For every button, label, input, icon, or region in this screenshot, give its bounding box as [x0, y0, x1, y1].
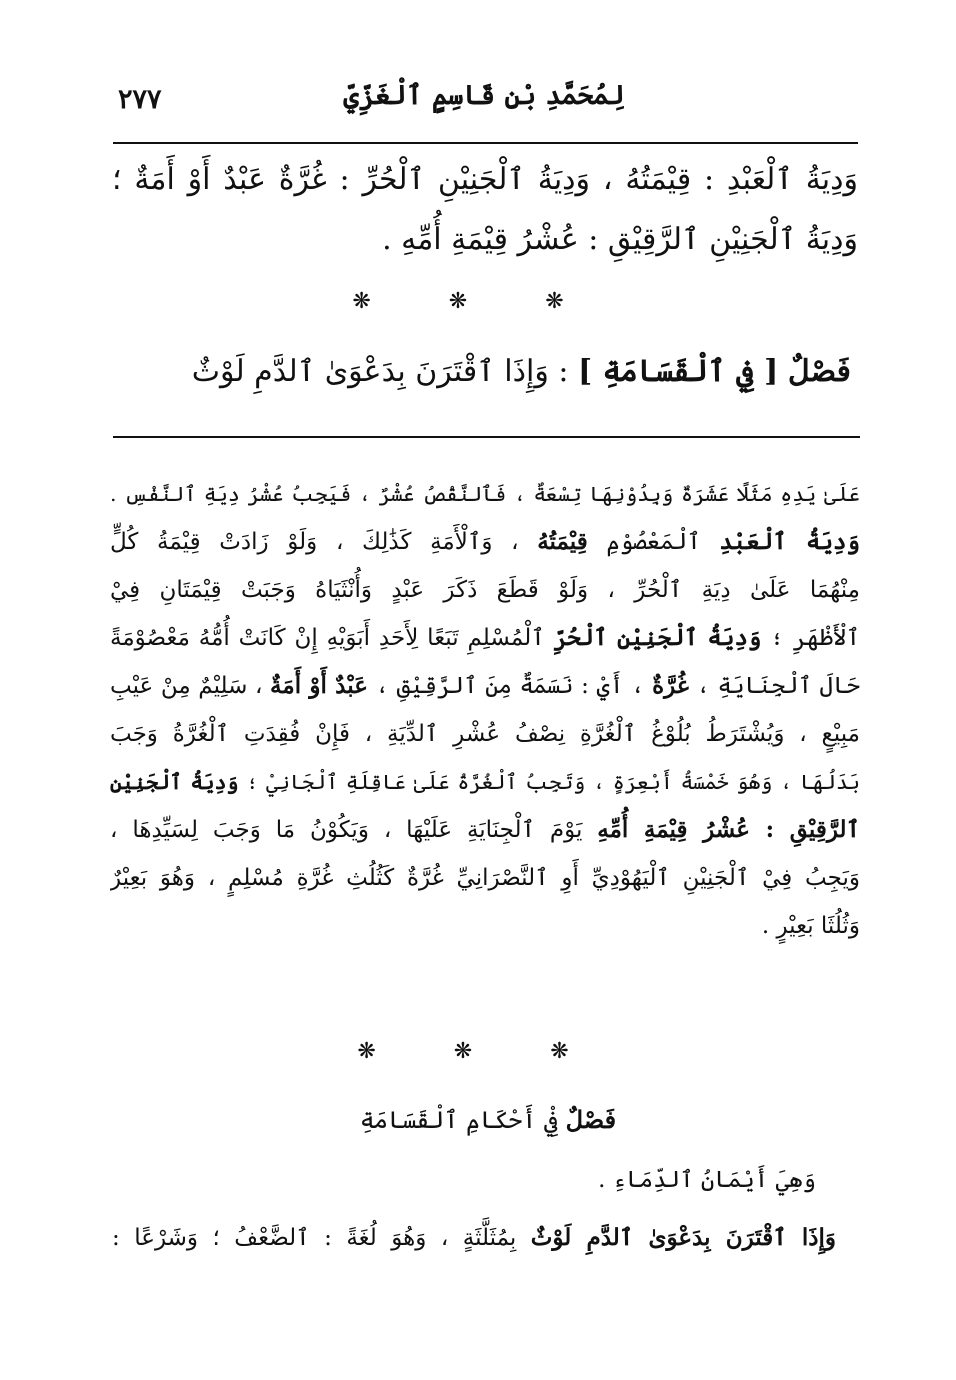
- star-ornament-icon: ❋: [357, 1039, 376, 1064]
- commentary-line: [110, 806, 860, 854]
- section-title-fasl: فَصْلٌ: [565, 1105, 617, 1134]
- commentary-text: وَثُلُثَا بَعِيْرٍ .: [761, 913, 860, 939]
- commentary-text: ٱلْمَعْصُوْمِ: [587, 529, 720, 555]
- page-header: [110, 70, 858, 140]
- page-number: ٢٧٧: [118, 84, 162, 115]
- commentary-text: ٱلْمُسْلِمِ تَبَعًا لِأَحَدِ أَبَوَيْهِ إِنْ كَانَتْ أُمُّهُ مَعْصُوْمَةً: [110, 625, 554, 651]
- matn-quote: وَدِيَةُ ٱلْعَبْدِ: [719, 528, 860, 555]
- commentary-line: [110, 518, 860, 566]
- star-ornament-icon: ❋: [545, 289, 564, 314]
- star-ornament-icon: ❋: [453, 1039, 473, 1064]
- section-bracket-title: [ فِي ٱلْقَسَامَةِ ]: [578, 354, 779, 389]
- commentary-line: [110, 662, 860, 710]
- section-separator-stars: [0, 1039, 956, 1064]
- running-title: لِمُحَمَّدِ بْنِ قَاسِمٍ ٱلْغَزِّيِّ: [343, 80, 625, 111]
- commentary-block: [110, 470, 860, 950]
- commentary-text: ، سَلِيْمٌ مِنْ عَيْبِ: [110, 673, 271, 699]
- commentary-line: [110, 614, 860, 662]
- matn-line: وَدِيَةُ ٱلْجَنِيْنِ ٱلرَّقِيْقِ : عُشْرُ قِيْمَةِ أُمِّهِ .: [382, 222, 858, 257]
- matn-quote: غُرَّةٌ: [652, 672, 689, 699]
- matn-quote: ٱلرَّقِيْقِ : عُشْرُ قِيْمَةِ أُمِّهِ: [597, 816, 860, 843]
- commentary-text: مِنْهُمَا عَلَىٰ دِيَةِ ٱلْحُرِّ ، وَلَوْ قَطَعَ ذَكَرَ عَبْدٍ وَأُنْثَيَاهُ وَجَبَتْ قِيْمَتَانِ فِيْ: [110, 577, 860, 603]
- matn-sharh-divider: [113, 436, 860, 438]
- star-ornament-icon: ❋: [550, 1039, 569, 1064]
- paragraph: وَهِيَ أَيْمَانُ ٱلدِّمَاءِ .: [598, 1167, 816, 1193]
- commentary-line: [110, 854, 860, 902]
- commentary-text: ، وَٱلْأَمَةِ كَذَٰلِكَ ، وَلَوْ زَادَتْ قِيْمَةُ كُلٍّ: [110, 529, 538, 555]
- commentary-line: [110, 470, 860, 518]
- commentary-line: [110, 902, 860, 950]
- matn-heading-text: : وَإِذَا ٱقْتَرَنَ بِدَعْوَىٰ ٱلدَّمِ لَوْثٌ: [191, 354, 569, 389]
- commentary-text: ٱلْأَظْهَرِ ؛: [761, 625, 860, 651]
- fasl-label: فَصْلٌ: [787, 354, 851, 389]
- section-title: [0, 1100, 956, 1140]
- matn-quote: وَإِذَا ٱقْتَرَنَ بِدَعْوَىٰ ٱلدَّمِ لَوْثٌ: [530, 1224, 836, 1251]
- matn-section-heading: [130, 347, 851, 397]
- matn-quote: وَدِيَةُ ٱلْجَنِيْنِ ٱلْحُرِّ: [553, 624, 762, 651]
- section-title-text: فِيْ أَحْكَامِ ٱلْقَسَامَةِ: [359, 1106, 566, 1134]
- commentary-line: [110, 566, 860, 614]
- section-separator-stars: [0, 289, 956, 314]
- commentary-text: عَلَىٰ يَدِهِ مَثَلًا عَشَرَةٌ وَبِدُوْنِهَا تِسْعَةٌ ، فَٱلنَّقْصُ عُشْرٌ ، فَيَجِبُ عُشْرُ دِيَةِ ٱلنَّفْسِ .: [110, 482, 860, 506]
- commentary-text: وَيَجِبُ فِيْ ٱلْجَنِيْنِ ٱلْيَهُوْدِيِّ أَوِ ٱلنَّصْرَانِيِّ غُرَّةٌ كَثُلُثِ غُرَّةِ مُسْلِمٍ ، وَهُوَ بَعِيْرٌ: [110, 865, 860, 891]
- header-rule: [113, 142, 858, 144]
- commentary-text: حَالَ ٱلْجِنَايَةِ ،: [688, 673, 860, 699]
- matn-quote: عَبْدٌ أَوْ أَمَةٌ: [270, 672, 368, 699]
- matn-quote: قِيْمَتُهُ: [537, 528, 588, 555]
- matn-block: [112, 150, 858, 270]
- commentary-line: [110, 710, 860, 758]
- commentary-text: بَدَلُهَا ، وَهُوَ خَمْسَةُ أَبْعِرَةٍ ، وَتَجِبُ ٱلْغُرَّةُ عَلَىٰ عَاقِلَةِ ٱلْجَانِيْ ؛: [238, 770, 860, 794]
- matn-quote: وَدِيَةُ ٱلْجَنِيْنِ: [110, 770, 239, 794]
- commentary-text: مَبِيْعٍ ، وَيُشْتَرَطُ بُلُوْغُ ٱلْغُرَّةِ نِصْفُ عُشْرِ ٱلدِّيَةِ ، فَإِنْ فُقِدَتِ ٱلْغُرَّةُ وَجَبَ: [110, 721, 860, 747]
- paragraph: [112, 1218, 836, 1258]
- commentary-line: [110, 758, 860, 806]
- commentary-text: بِمُثَلَّثَةٍ ، وَهُوَ لُغَةً : ٱلضَّعْفُ ؛ وَشَرْعًا :: [112, 1225, 531, 1251]
- star-ornament-icon: ❋: [352, 289, 371, 314]
- matn-line: وَدِيَةُ ٱلْعَبْدِ : قِيْمَتُهُ ، وَدِيَةُ ٱلْجَنِيْنِ ٱلْحُرِّ : غُرَّةٌ عَبْدٌ أَوْ أَمَةٌ ؛: [112, 162, 858, 197]
- commentary-text: ، أَيْ : نَسَمَةٌ مِنَ ٱلرَّقِيْقِ ،: [367, 673, 653, 699]
- commentary-text: يَوْمَ ٱلْجِنَايَةِ عَلَيْهَا ، وَيَكُوْنُ مَا وَجَبَ لِسَيِّدِهَا ،: [110, 817, 598, 843]
- star-ornament-icon: ❋: [448, 289, 468, 314]
